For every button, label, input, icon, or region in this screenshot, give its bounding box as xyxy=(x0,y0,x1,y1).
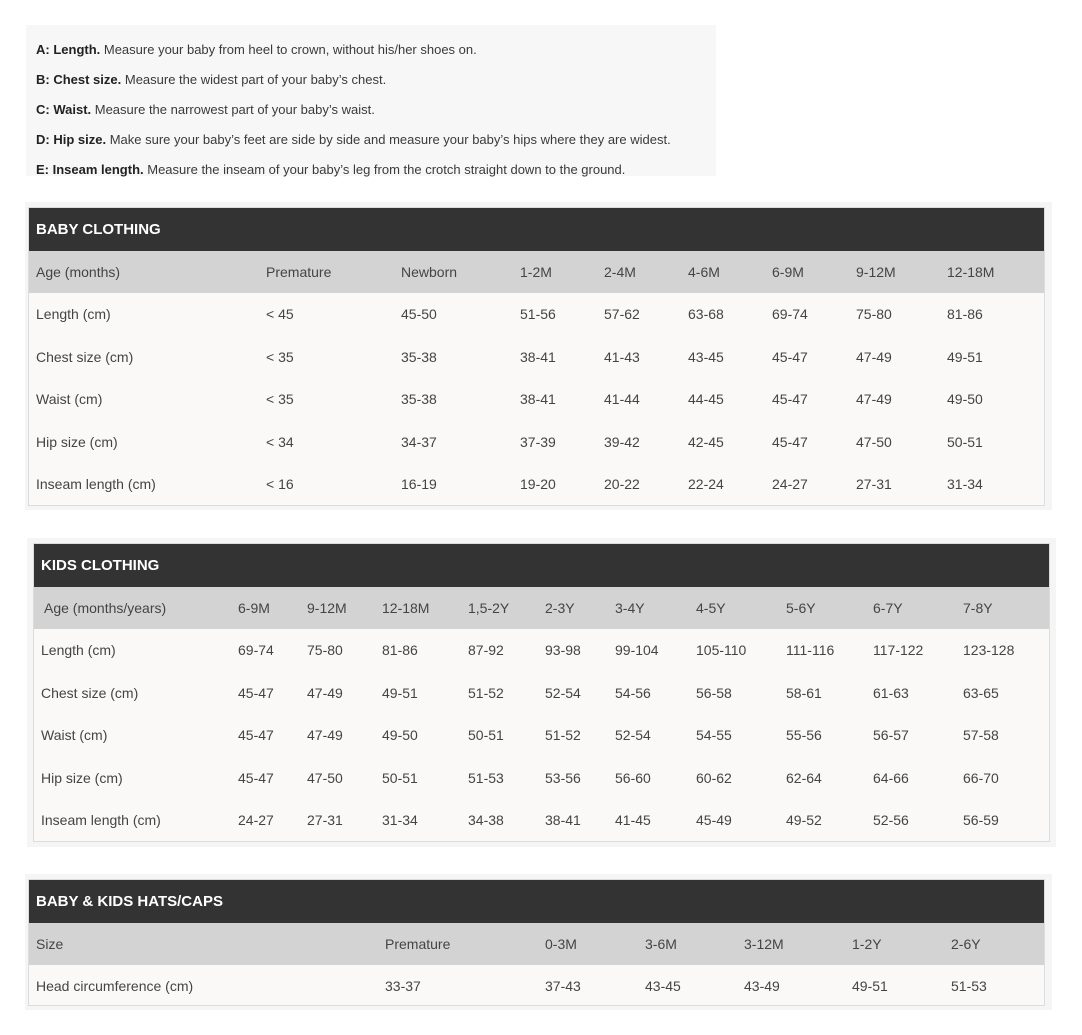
table-row xyxy=(29,293,1044,336)
table-cell: 66-70 xyxy=(963,769,999,786)
table-cell: 31-34 xyxy=(947,476,983,493)
table-cell: 43-49 xyxy=(744,978,780,995)
table-cell: 55-56 xyxy=(786,727,822,744)
table-row xyxy=(34,714,1049,757)
table-title: KIDS CLOTHING xyxy=(34,544,1049,587)
table-cell: 50-51 xyxy=(947,433,983,450)
table-cell: 93-98 xyxy=(545,642,581,659)
baby-clothing-section xyxy=(25,202,1052,510)
table-row xyxy=(29,378,1044,421)
instruction-label: B: Chest size. xyxy=(36,72,122,87)
table-cell: 123-128 xyxy=(963,642,1015,659)
table-cell: 35-38 xyxy=(401,348,437,365)
table-cell: 19-20 xyxy=(520,476,556,493)
table-cell: 56-59 xyxy=(963,812,999,829)
header-cell: 6-7Y xyxy=(873,600,903,616)
table-header-row xyxy=(34,587,1049,629)
row-label: Chest size (cm) xyxy=(41,684,139,701)
table-cell: 33-37 xyxy=(385,978,421,995)
table-cell: 37-43 xyxy=(545,978,581,995)
table-cell: 52-54 xyxy=(615,727,651,744)
table-cell: 54-55 xyxy=(696,727,732,744)
table-cell: 20-22 xyxy=(604,476,640,493)
table-cell: < 35 xyxy=(266,391,294,408)
row-label: Inseam length (cm) xyxy=(36,476,156,493)
table-cell: 49-52 xyxy=(786,812,822,829)
table-cell: 56-60 xyxy=(615,769,651,786)
instruction-text: Measure the narrowest part of your baby’s waist. xyxy=(91,102,375,117)
table-cell: 49-50 xyxy=(382,727,418,744)
table-cell: 52-56 xyxy=(873,812,909,829)
table-cell: 45-47 xyxy=(772,391,808,408)
table-cell: 34-37 xyxy=(401,433,437,450)
table-cell: 63-65 xyxy=(963,684,999,701)
hats-caps-section xyxy=(25,874,1052,1010)
table-cell: 16-19 xyxy=(401,476,437,493)
table-cell: 75-80 xyxy=(856,306,892,323)
header-cell: 2-6Y xyxy=(951,936,981,952)
table-cell: 50-51 xyxy=(382,769,418,786)
instruction-label: D: Hip size. xyxy=(36,132,107,147)
instruction-line xyxy=(36,125,716,155)
table-cell: 49-51 xyxy=(852,978,888,995)
table-cell: 47-49 xyxy=(307,684,343,701)
table-cell: 45-47 xyxy=(238,727,274,744)
table-cell: 81-86 xyxy=(382,642,418,659)
header-cell: 3-6M xyxy=(645,936,677,952)
header-cell: 4-6M xyxy=(688,264,720,280)
table-row xyxy=(29,965,1044,1008)
table-cell: 58-61 xyxy=(786,684,822,701)
table-cell: 31-34 xyxy=(382,812,418,829)
table-cell: 45-49 xyxy=(696,812,732,829)
table-cell: 62-64 xyxy=(786,769,822,786)
row-label: Length (cm) xyxy=(41,642,116,659)
table-cell: 51-53 xyxy=(468,769,504,786)
header-cell: Premature xyxy=(385,936,451,952)
table-cell: 47-50 xyxy=(307,769,343,786)
header-cell: 6-9M xyxy=(238,600,270,616)
header-cell: 9-12M xyxy=(307,600,347,616)
table-cell: 60-62 xyxy=(696,769,732,786)
table-cell: 41-44 xyxy=(604,391,640,408)
instruction-label: A: Length. xyxy=(36,42,101,57)
header-cell: 3-12M xyxy=(744,936,784,952)
header-cell: 5-6Y xyxy=(786,600,816,616)
table-cell: < 45 xyxy=(266,306,294,323)
table-row xyxy=(29,336,1044,379)
table-cell: 27-31 xyxy=(307,812,343,829)
table-cell: 50-51 xyxy=(468,727,504,744)
table-cell: 42-45 xyxy=(688,433,724,450)
table-row xyxy=(34,672,1049,715)
instruction-line xyxy=(36,35,716,65)
header-cell: 0-3M xyxy=(545,936,577,952)
table-cell: 44-45 xyxy=(688,391,724,408)
table-cell: 47-50 xyxy=(856,433,892,450)
table-cell: 99-104 xyxy=(615,642,659,659)
baby-clothing-table xyxy=(28,207,1045,506)
header-cell: 7-8Y xyxy=(963,600,993,616)
header-cell: 3-4Y xyxy=(615,600,645,616)
table-cell: 54-56 xyxy=(615,684,651,701)
instruction-line xyxy=(36,95,716,125)
row-label: Waist (cm) xyxy=(41,727,108,744)
instruction-text: Measure the widest part of your baby’s chest. xyxy=(121,72,387,87)
kids-clothing-section xyxy=(27,538,1056,847)
table-cell: 49-51 xyxy=(947,348,983,365)
table-cell: 34-38 xyxy=(468,812,504,829)
instruction-text: Make sure your baby’s feet are side by side and measure your baby’s hips where they are widest. xyxy=(106,132,671,147)
table-row xyxy=(29,463,1044,506)
table-row xyxy=(34,757,1049,800)
table-header-row xyxy=(29,251,1044,293)
header-cell: 4-5Y xyxy=(696,600,726,616)
row-label: Length (cm) xyxy=(36,306,111,323)
instruction-text: Measure the inseam of your baby’s leg from the crotch straight down to the ground. xyxy=(143,162,626,177)
table-cell: 45-47 xyxy=(772,348,808,365)
table-cell: 38-41 xyxy=(520,391,556,408)
table-cell: 52-54 xyxy=(545,684,581,701)
table-cell: 111-116 xyxy=(786,642,835,659)
measurement-instructions xyxy=(26,25,716,176)
header-cell: 1,5-2Y xyxy=(468,600,510,616)
table-cell: 69-74 xyxy=(238,642,274,659)
header-cell: Premature xyxy=(266,264,332,280)
row-label: Hip size (cm) xyxy=(36,433,118,450)
row-label: Chest size (cm) xyxy=(36,348,134,365)
table-cell: 56-58 xyxy=(696,684,732,701)
header-cell: Size xyxy=(36,936,64,952)
table-cell: 87-92 xyxy=(468,642,504,659)
kids-clothing-table xyxy=(33,543,1050,842)
header-cell: Age (months/years) xyxy=(44,600,167,616)
table-cell: 51-53 xyxy=(951,978,987,995)
table-cell: 53-56 xyxy=(545,769,581,786)
table-cell: 37-39 xyxy=(520,433,556,450)
header-cell: 2-4M xyxy=(604,264,636,280)
header-cell: Newborn xyxy=(401,264,458,280)
table-cell: 43-45 xyxy=(645,978,681,995)
header-cell: 2-3Y xyxy=(545,600,575,616)
table-cell: 45-47 xyxy=(772,433,808,450)
table-cell: 105-110 xyxy=(696,642,747,659)
table-title: BABY CLOTHING xyxy=(29,208,1044,251)
table-cell: < 35 xyxy=(266,348,294,365)
row-label: Head circumference (cm) xyxy=(36,978,194,995)
table-cell: 27-31 xyxy=(856,476,892,493)
instruction-text: Measure your baby from heel to crown, without his/her shoes on. xyxy=(100,42,477,57)
table-cell: < 34 xyxy=(266,433,294,450)
table-cell: 41-45 xyxy=(615,812,651,829)
table-cell: 69-74 xyxy=(772,306,808,323)
table-cell: 51-52 xyxy=(468,684,504,701)
table-cell: 61-63 xyxy=(873,684,909,701)
header-cell: 1-2Y xyxy=(852,936,882,952)
table-cell: 43-45 xyxy=(688,348,724,365)
table-cell: 47-49 xyxy=(856,391,892,408)
table-cell: 41-43 xyxy=(604,348,640,365)
table-cell: 57-58 xyxy=(963,727,999,744)
table-cell: 45-47 xyxy=(238,769,274,786)
header-cell: 12-18M xyxy=(947,264,995,280)
table-header-row xyxy=(29,923,1044,965)
table-cell: 24-27 xyxy=(772,476,808,493)
table-cell: 38-41 xyxy=(545,812,581,829)
table-cell: 35-38 xyxy=(401,391,437,408)
instruction-label: C: Waist. xyxy=(36,102,92,117)
instruction-line xyxy=(36,65,716,95)
table-cell: 47-49 xyxy=(307,727,343,744)
table-row xyxy=(34,629,1049,672)
row-label: Inseam length (cm) xyxy=(41,812,161,829)
table-cell: 117-122 xyxy=(873,642,924,659)
header-cell: 9-12M xyxy=(856,264,896,280)
hats-caps-table xyxy=(28,879,1045,1006)
table-cell: < 16 xyxy=(266,476,294,493)
table-cell: 45-50 xyxy=(401,306,437,323)
row-label: Waist (cm) xyxy=(36,391,103,408)
table-cell: 57-62 xyxy=(604,306,640,323)
instruction-line xyxy=(36,155,716,185)
header-cell: 6-9M xyxy=(772,264,804,280)
table-cell: 63-68 xyxy=(688,306,724,323)
table-cell: 64-66 xyxy=(873,769,909,786)
table-cell: 45-47 xyxy=(238,684,274,701)
table-cell: 75-80 xyxy=(307,642,343,659)
table-cell: 38-41 xyxy=(520,348,556,365)
table-row xyxy=(29,421,1044,464)
row-label: Hip size (cm) xyxy=(41,769,123,786)
header-cell: Age (months) xyxy=(36,264,121,280)
table-cell: 47-49 xyxy=(856,348,892,365)
table-title: BABY & KIDS HATS/CAPS xyxy=(29,880,1044,923)
table-cell: 51-52 xyxy=(545,727,581,744)
header-cell: 1-2M xyxy=(520,264,552,280)
table-cell: 22-24 xyxy=(688,476,724,493)
table-cell: 49-50 xyxy=(947,391,983,408)
table-cell: 49-51 xyxy=(382,684,418,701)
table-row xyxy=(34,799,1049,842)
table-cell: 81-86 xyxy=(947,306,983,323)
table-cell: 56-57 xyxy=(873,727,909,744)
table-cell: 39-42 xyxy=(604,433,640,450)
instruction-label: E: Inseam length. xyxy=(36,162,144,177)
table-cell: 51-56 xyxy=(520,306,556,323)
header-cell: 12-18M xyxy=(382,600,430,616)
table-cell: 24-27 xyxy=(238,812,274,829)
